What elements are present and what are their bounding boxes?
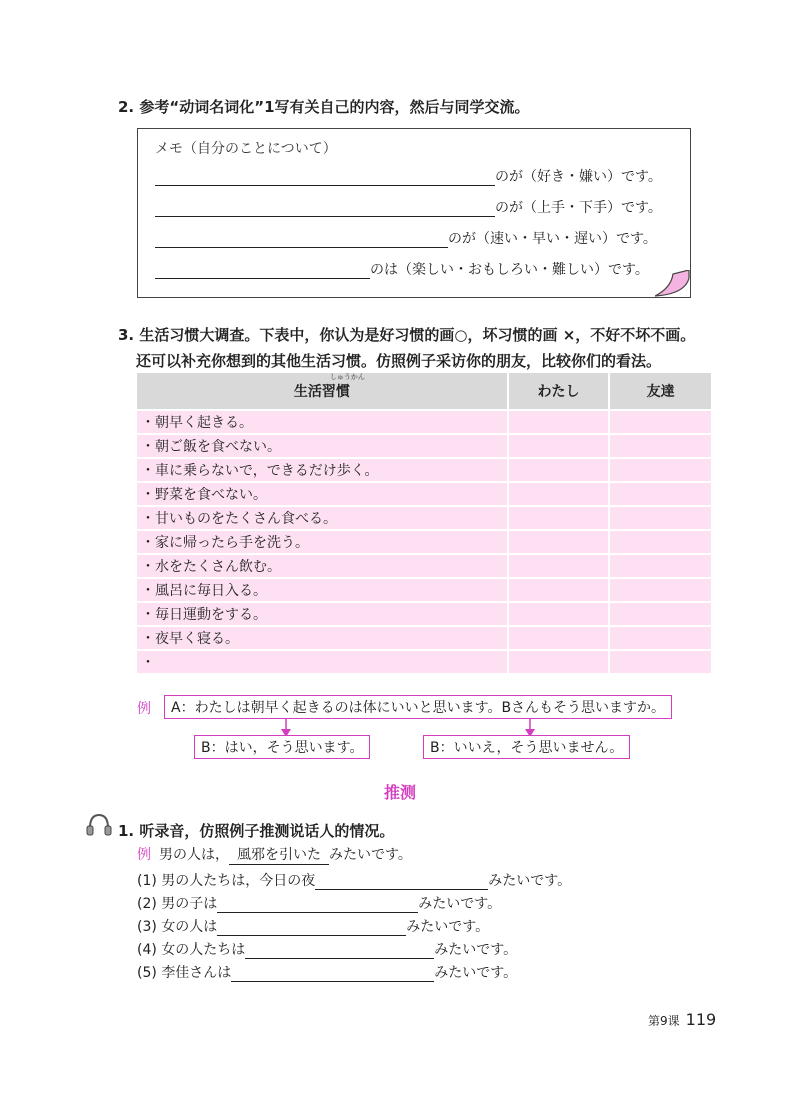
table-row — [136, 410, 712, 434]
q3-instruction-line2: 还可以补充你想到的其他生活习惯。仿照例子采访你的朋友，比较你们的看法。 — [136, 352, 662, 370]
table-row — [136, 626, 712, 650]
example-dialogue-b-no: B：いいえ，そう思いません。 — [423, 735, 630, 759]
mark-cell[interactable] — [609, 650, 712, 674]
answer-blank[interactable] — [217, 897, 418, 913]
lesson-label: 第9课 — [648, 1014, 680, 1028]
headphones-icon[interactable] — [84, 810, 114, 840]
column-header-friend: 友達 — [609, 372, 712, 410]
listening-item-4: (4) 女の人たちは みたいです。 — [137, 942, 518, 958]
listening-item-5: (5) 李佳さんは みたいです。 — [137, 965, 518, 981]
habit-cell: ・朝ご飯を食べない。 — [136, 434, 508, 458]
mark-cell[interactable] — [609, 434, 712, 458]
listening-item-1: (1) 男の人たちは，今日の夜 みたいです。 — [137, 873, 572, 889]
answer-blank[interactable] — [231, 966, 434, 982]
memo-line-1: のが（好き・嫌い）です。 — [155, 166, 662, 186]
write-blank[interactable] — [155, 232, 448, 248]
listening-item-2: (2) 男の子は みたいです。 — [137, 896, 502, 912]
habit-cell: ・甘いものをたくさん食べる。 — [136, 506, 508, 530]
table-row — [136, 530, 712, 554]
listening-item-3: (3) 女の人は みたいです。 — [137, 919, 490, 935]
mark-cell[interactable] — [609, 506, 712, 530]
listening-example: 例 男の人は， 風邪を引いた みたいです。 — [137, 844, 412, 865]
page-number: 119 — [685, 1010, 717, 1029]
habit-cell: ・車に乗らないで，できるだけ歩く。 — [136, 458, 508, 482]
mark-cell[interactable] — [609, 530, 712, 554]
habit-cell: ・夜早く寝る。 — [136, 626, 508, 650]
mark-cell[interactable] — [508, 650, 610, 674]
mark-cell[interactable] — [609, 482, 712, 506]
mark-cell[interactable] — [609, 410, 712, 434]
q2-instruction: 2. 参考“动词名词化”1写有关自己的内容，然后与同学交流。 — [118, 98, 530, 116]
habit-cell: ・水をたくさん飲む。 — [136, 554, 508, 578]
table-row — [136, 458, 712, 482]
habit-cell: ・野菜を食べない。 — [136, 482, 508, 506]
table-row — [136, 602, 712, 626]
table-row — [136, 578, 712, 602]
mark-cell[interactable] — [609, 602, 712, 626]
habit-cell: ・家に帰ったら手を洗う。 — [136, 530, 508, 554]
write-blank[interactable] — [155, 170, 495, 186]
habit-cell: ・朝早く起きる。 — [136, 410, 508, 434]
mark-cell[interactable] — [508, 458, 610, 482]
mark-cell[interactable] — [508, 602, 610, 626]
table-row — [136, 650, 712, 674]
page-footer — [648, 1010, 716, 1029]
example-label: 例 — [137, 701, 151, 717]
mark-cell[interactable] — [508, 506, 610, 530]
mark-cell[interactable] — [508, 578, 610, 602]
habit-cell-blank[interactable]: ・ — [136, 650, 508, 674]
column-header-me: わたし — [508, 372, 610, 410]
q1-instruction: 1. 听录音，仿照例子推测说话人的情况。 — [118, 822, 395, 840]
mark-cell[interactable] — [609, 554, 712, 578]
example-answer: 風邪を引いた — [229, 844, 329, 865]
answer-blank[interactable] — [245, 943, 434, 959]
habit-cell: ・風呂に毎日入る。 — [136, 578, 508, 602]
table-row — [136, 506, 712, 530]
memo-line-4: のは（楽しい・おもしろい・難しい）です。 — [155, 259, 649, 279]
q3-instruction-line1: 3. 生活习惯大调查。下表中，你认为是好习惯的画○，坏习惯的画 ×，不好不坏不画。 — [118, 326, 696, 344]
mark-cell[interactable] — [609, 578, 712, 602]
example-dialogue-b-yes: B：はい，そう思います。 — [194, 735, 370, 759]
mark-cell[interactable] — [508, 554, 610, 578]
mark-cell[interactable] — [609, 626, 712, 650]
answer-blank[interactable] — [217, 920, 406, 936]
mark-cell[interactable] — [508, 434, 610, 458]
memo-title: メモ（自分のことについて） — [155, 141, 337, 157]
answer-blank[interactable] — [315, 874, 488, 890]
page-curl-icon — [655, 270, 691, 298]
mark-cell[interactable] — [508, 482, 610, 506]
example-dialogue-a: A：わたしは朝早く起きるのは体にいいと思います。Bさんもそう思いますか。 — [164, 695, 672, 719]
mark-cell[interactable] — [609, 458, 712, 482]
mark-cell[interactable] — [508, 530, 610, 554]
write-blank[interactable] — [155, 263, 370, 279]
mark-cell[interactable] — [508, 410, 610, 434]
habits-table — [135, 371, 713, 675]
table-row — [136, 482, 712, 506]
table-row — [136, 554, 712, 578]
table-header-row — [136, 372, 712, 410]
write-blank[interactable] — [155, 201, 495, 217]
mark-cell[interactable] — [508, 626, 610, 650]
memo-line-3: のが（速い・早い・遅い）です。 — [155, 228, 657, 248]
column-header-habit: しゅうかん 生活習慣 — [136, 372, 508, 410]
memo-line-2: のが（上手・下手）です。 — [155, 197, 662, 217]
habit-cell: ・毎日運動をする。 — [136, 602, 508, 626]
table-row — [136, 434, 712, 458]
section-heading: 推测 — [383, 783, 416, 802]
